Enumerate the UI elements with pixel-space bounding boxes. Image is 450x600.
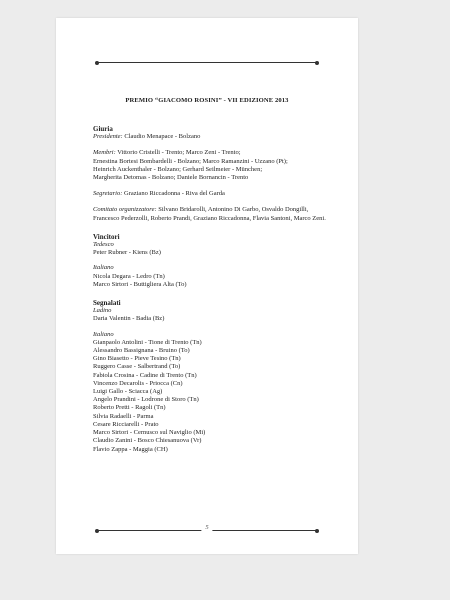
list-item: Alessandro Bassignana - Bruino (To) — [93, 347, 190, 355]
membri-line: Margherita Detomas - Bolzano; Daniele Bornancin - Trento — [93, 174, 249, 182]
list-item: Ruggero Casse - Salbertrand (To) — [93, 363, 181, 371]
list-item: Roberto Pretti - Ragoli (Tn) — [93, 404, 166, 412]
presidente-label: Presidente: — [93, 133, 123, 141]
vincitori-tedesco-label: Tedesco — [93, 241, 114, 249]
content — [93, 125, 326, 454]
document-page — [56, 18, 358, 554]
list-item: Luigi Gallo - Sciacca (Ag) — [93, 388, 163, 396]
membri-line — [93, 149, 323, 157]
comitato-text: Silvano Bridarolli, Antonino Di Garbo, Osvaldo Dongilli, — [156, 206, 309, 214]
presidente-value: Claudio Menapace - Bolzano — [122, 133, 201, 141]
membri-text: Vittorio Cristelli - Trento; Marco Zeni - Trento; — [115, 149, 241, 157]
vincitori-italiano-label: Italiano — [93, 264, 114, 272]
page-number: 5 — [201, 524, 212, 531]
list-item: Daria Valentin - Badia (Bz) — [93, 315, 165, 323]
list-item: Cesare Ricciarelli - Prato — [93, 420, 159, 428]
segretario-line — [93, 190, 323, 198]
segnalati-italiano-label: Italiano — [93, 330, 114, 338]
list-item: Fabiola Crosina - Cadine di Trento (Tn) — [93, 371, 197, 379]
comitato-label: Comitato organizzatore: — [93, 206, 157, 214]
comitato-line — [93, 206, 323, 214]
membri-label: Membri: — [93, 149, 116, 157]
membri-line: Heinrich Auckenthaler - Bolzano; Gerhard Seilmeier - München; — [93, 165, 263, 173]
membri-line: Ernestina Bortesi Bombardelli - Bolzano; Marco Ramanzini - Uzzano (Pt); — [93, 157, 288, 165]
top-divider — [97, 62, 317, 63]
list-item: Gianpaolo Antolini - Tione di Trento (Tn) — [93, 338, 202, 346]
page-title: PREMIO “GIACOMO ROSINI” - VII EDIZIONE 2013 — [125, 97, 289, 104]
list-item: Flavio Zappa - Maggia (CH) — [93, 445, 168, 453]
list-item: Marco Sirtori - Cernusco sul Naviglio (Mi) — [93, 429, 206, 437]
giuria-heading: Giuria — [93, 125, 113, 133]
comitato-line: Francesco Pederzolli, Roberto Prandi, Graziano Riccadonna, Flavia Santoni, Marco Zeni. — [93, 214, 326, 222]
segretario-label: Segretario: — [93, 190, 123, 198]
list-item: Vincenzo Decarolis - Priocca (Cn) — [93, 379, 183, 387]
segretario-value: Graziano Riccadonna - Riva del Garda — [122, 190, 225, 198]
vincitori-heading: Vincitori — [93, 232, 120, 241]
segnalati-ladino-label: Ladino — [93, 307, 112, 315]
list-item: Gino Biasetto - Pieve Tesino (Tn) — [93, 355, 181, 363]
list-item: Nicola Degara - Ledro (Tn) — [93, 272, 165, 280]
presidente-line — [93, 133, 323, 141]
list-item: Marco Sirtori - Buttigliera Alta (To) — [93, 280, 187, 288]
segnalati-heading: Segnalati — [93, 299, 121, 308]
list-item: Angelo Prandini - Lodrone di Storo (Tn) — [93, 396, 199, 404]
list-item: Peter Rubner - Kiens (Bz) — [93, 249, 161, 257]
list-item: Claudio Zanini - Bosco Chiesanuova (Vr) — [93, 437, 202, 445]
list-item: Silvia Radaelli - Parma — [93, 412, 154, 420]
